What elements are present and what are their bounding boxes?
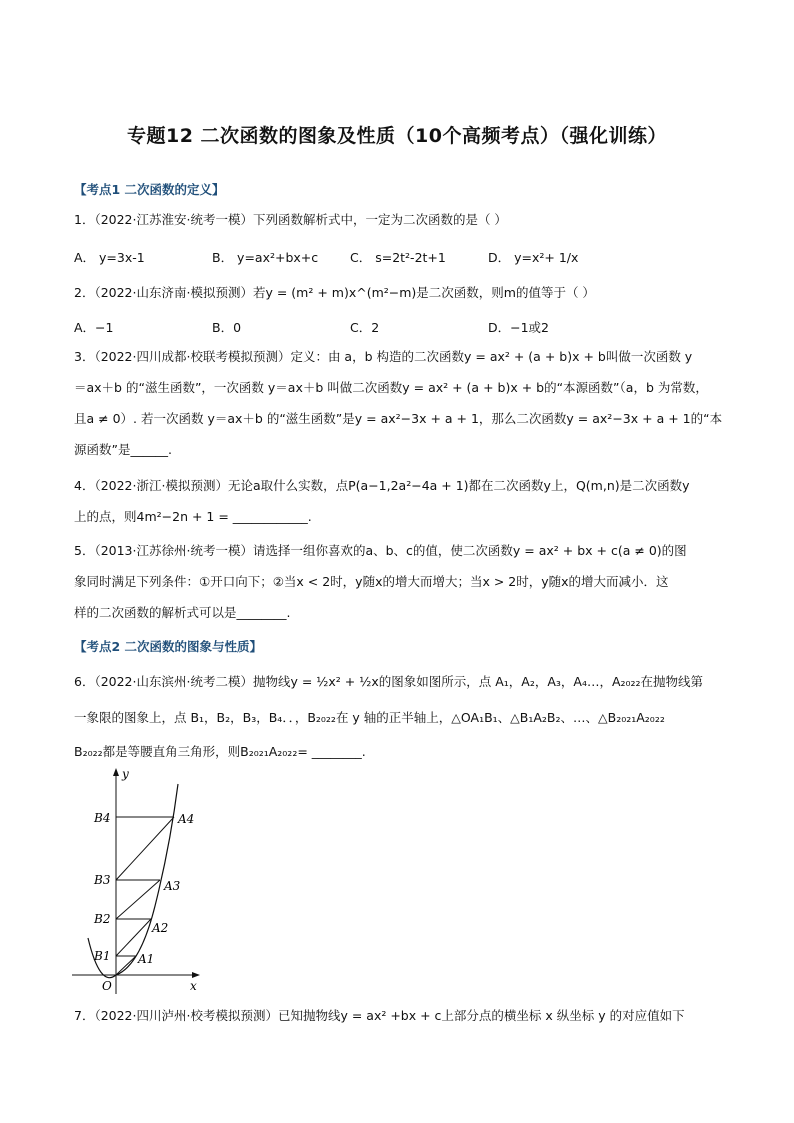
question-2-option-b: B．0: [212, 320, 242, 335]
question-5-line-3: 样的二次函数的解析式可以是________.: [74, 605, 291, 620]
question-6-line-2: 一象限的图象上，点 B₁，B₂，B₃，B₄．．，B₂₀₂₂在 y 轴的正半轴上，△OA₁B₁、△B₁A₂B₂、…、△B₂₀₂₁A₂₀₂₂: [74, 710, 665, 725]
question-3-line-2: ＝ax＋b 的“滋生函数”，一次函数 y＝ax＋b 叫做二次函数y = ax² + (a + b)x + b的“本源函数”（a，b 为常数，: [74, 380, 708, 395]
question-2-stem: 2．（2022·山东济南·模拟预测）若y = (m² + m)x^(m²−m)是二次函数，则m的值等于（ ）: [74, 285, 595, 300]
question-1-option-b: B． y=ax²+bx+c: [212, 250, 319, 265]
question-4-line-1: 4．（2022·浙江·模拟预测）无论a取什么实数，点P(a−1,2a²−4a + 1)都在二次函数y上，Q(m,n)是二次函数y: [74, 478, 690, 493]
segment-oa1: [116, 956, 136, 975]
question-3-line-3: 且a ≠ 0）. 若一次函数 y＝ax＋b 的“滋生函数”是y = ax²−3x + a + 1，那么二次函数y = ax²−3x + a + 1的“本: [74, 411, 723, 426]
question-5-line-1: 5．（2013·江苏徐州·统考一模）请选择一组你喜欢的a、b、c的值，使二次函数y = ax² + bx + c(a ≠ 0)的图: [74, 543, 687, 558]
label-y: y: [122, 767, 129, 781]
question-3-line-4: 源函数”是______.: [74, 442, 172, 457]
question-7-line-1: 7．（2022·四川泸州·校考模拟预测）已知抛物线y = ax² +bx + c上部分点的横坐标 x 纵坐标 y 的对应值如下: [74, 1008, 685, 1023]
question-6-line-3: B₂₀₂₂都是等腰直角三角形，则B₂₀₂₁A₂₀₂₂= ________.: [74, 744, 366, 759]
question-4-line-2: 上的点，则4m²−2n + 1 = ____________.: [74, 509, 312, 524]
parabola-graph: [70, 766, 210, 998]
section-heading-1: 【考点1 二次函数的定义】: [74, 182, 225, 197]
question-1-stem: 1．（2022·江苏淮安·统考一模）下列函数解析式中，一定为二次函数的是（ ）: [74, 212, 507, 227]
question-5-line-2: 象同时满足下列条件：①开口向下；②当x < 2时，y随x的增大而增大；当x > 2时，y随x的增大而减小．这: [74, 574, 669, 589]
label-b3: B3: [94, 873, 111, 887]
label-a1: A1: [138, 952, 155, 966]
y-axis-arrow: [113, 768, 119, 776]
section-heading-2: 【考点2 二次函数的图象与性质】: [74, 639, 263, 654]
label-b4: B4: [94, 811, 111, 825]
question-6-line-1: 6．（2022·山东滨州·统考二模）抛物线y = ½x² + ½x的图象如图所示，点 A₁，A₂，A₃，A₄…，A₂₀₂₂在抛物线第: [74, 674, 704, 689]
question-1-option-c: C． s=2t²-2t+1: [350, 250, 446, 265]
question-2-option-d: D．−1或2: [488, 320, 550, 335]
label-a4: A4: [178, 812, 195, 826]
segment-b3a4: [116, 817, 174, 880]
label-b1: B1: [94, 949, 111, 963]
label-x: x: [190, 979, 197, 993]
page-title: 专题12 二次函数的图象及性质（10个高频考点）（强化训练）: [127, 125, 667, 147]
label-a2: A2: [152, 921, 169, 935]
label-a3: A3: [164, 879, 181, 893]
question-2-option-c: C．2: [350, 320, 380, 335]
question-3-line-1: 3．（2022·四川成都·校联考模拟预测）定义：由 a，b 构造的二次函数y = ax² + (a + b)x + b叫做一次函数 y: [74, 349, 693, 364]
question-2-option-a: A．−1: [74, 320, 114, 335]
label-origin: O: [102, 979, 112, 993]
question-1-option-a: A． y=3x-1: [74, 250, 145, 265]
label-b2: B2: [94, 912, 111, 926]
x-axis-arrow: [192, 972, 200, 978]
question-1-option-d: D． y=x²+ 1/x: [488, 250, 579, 265]
